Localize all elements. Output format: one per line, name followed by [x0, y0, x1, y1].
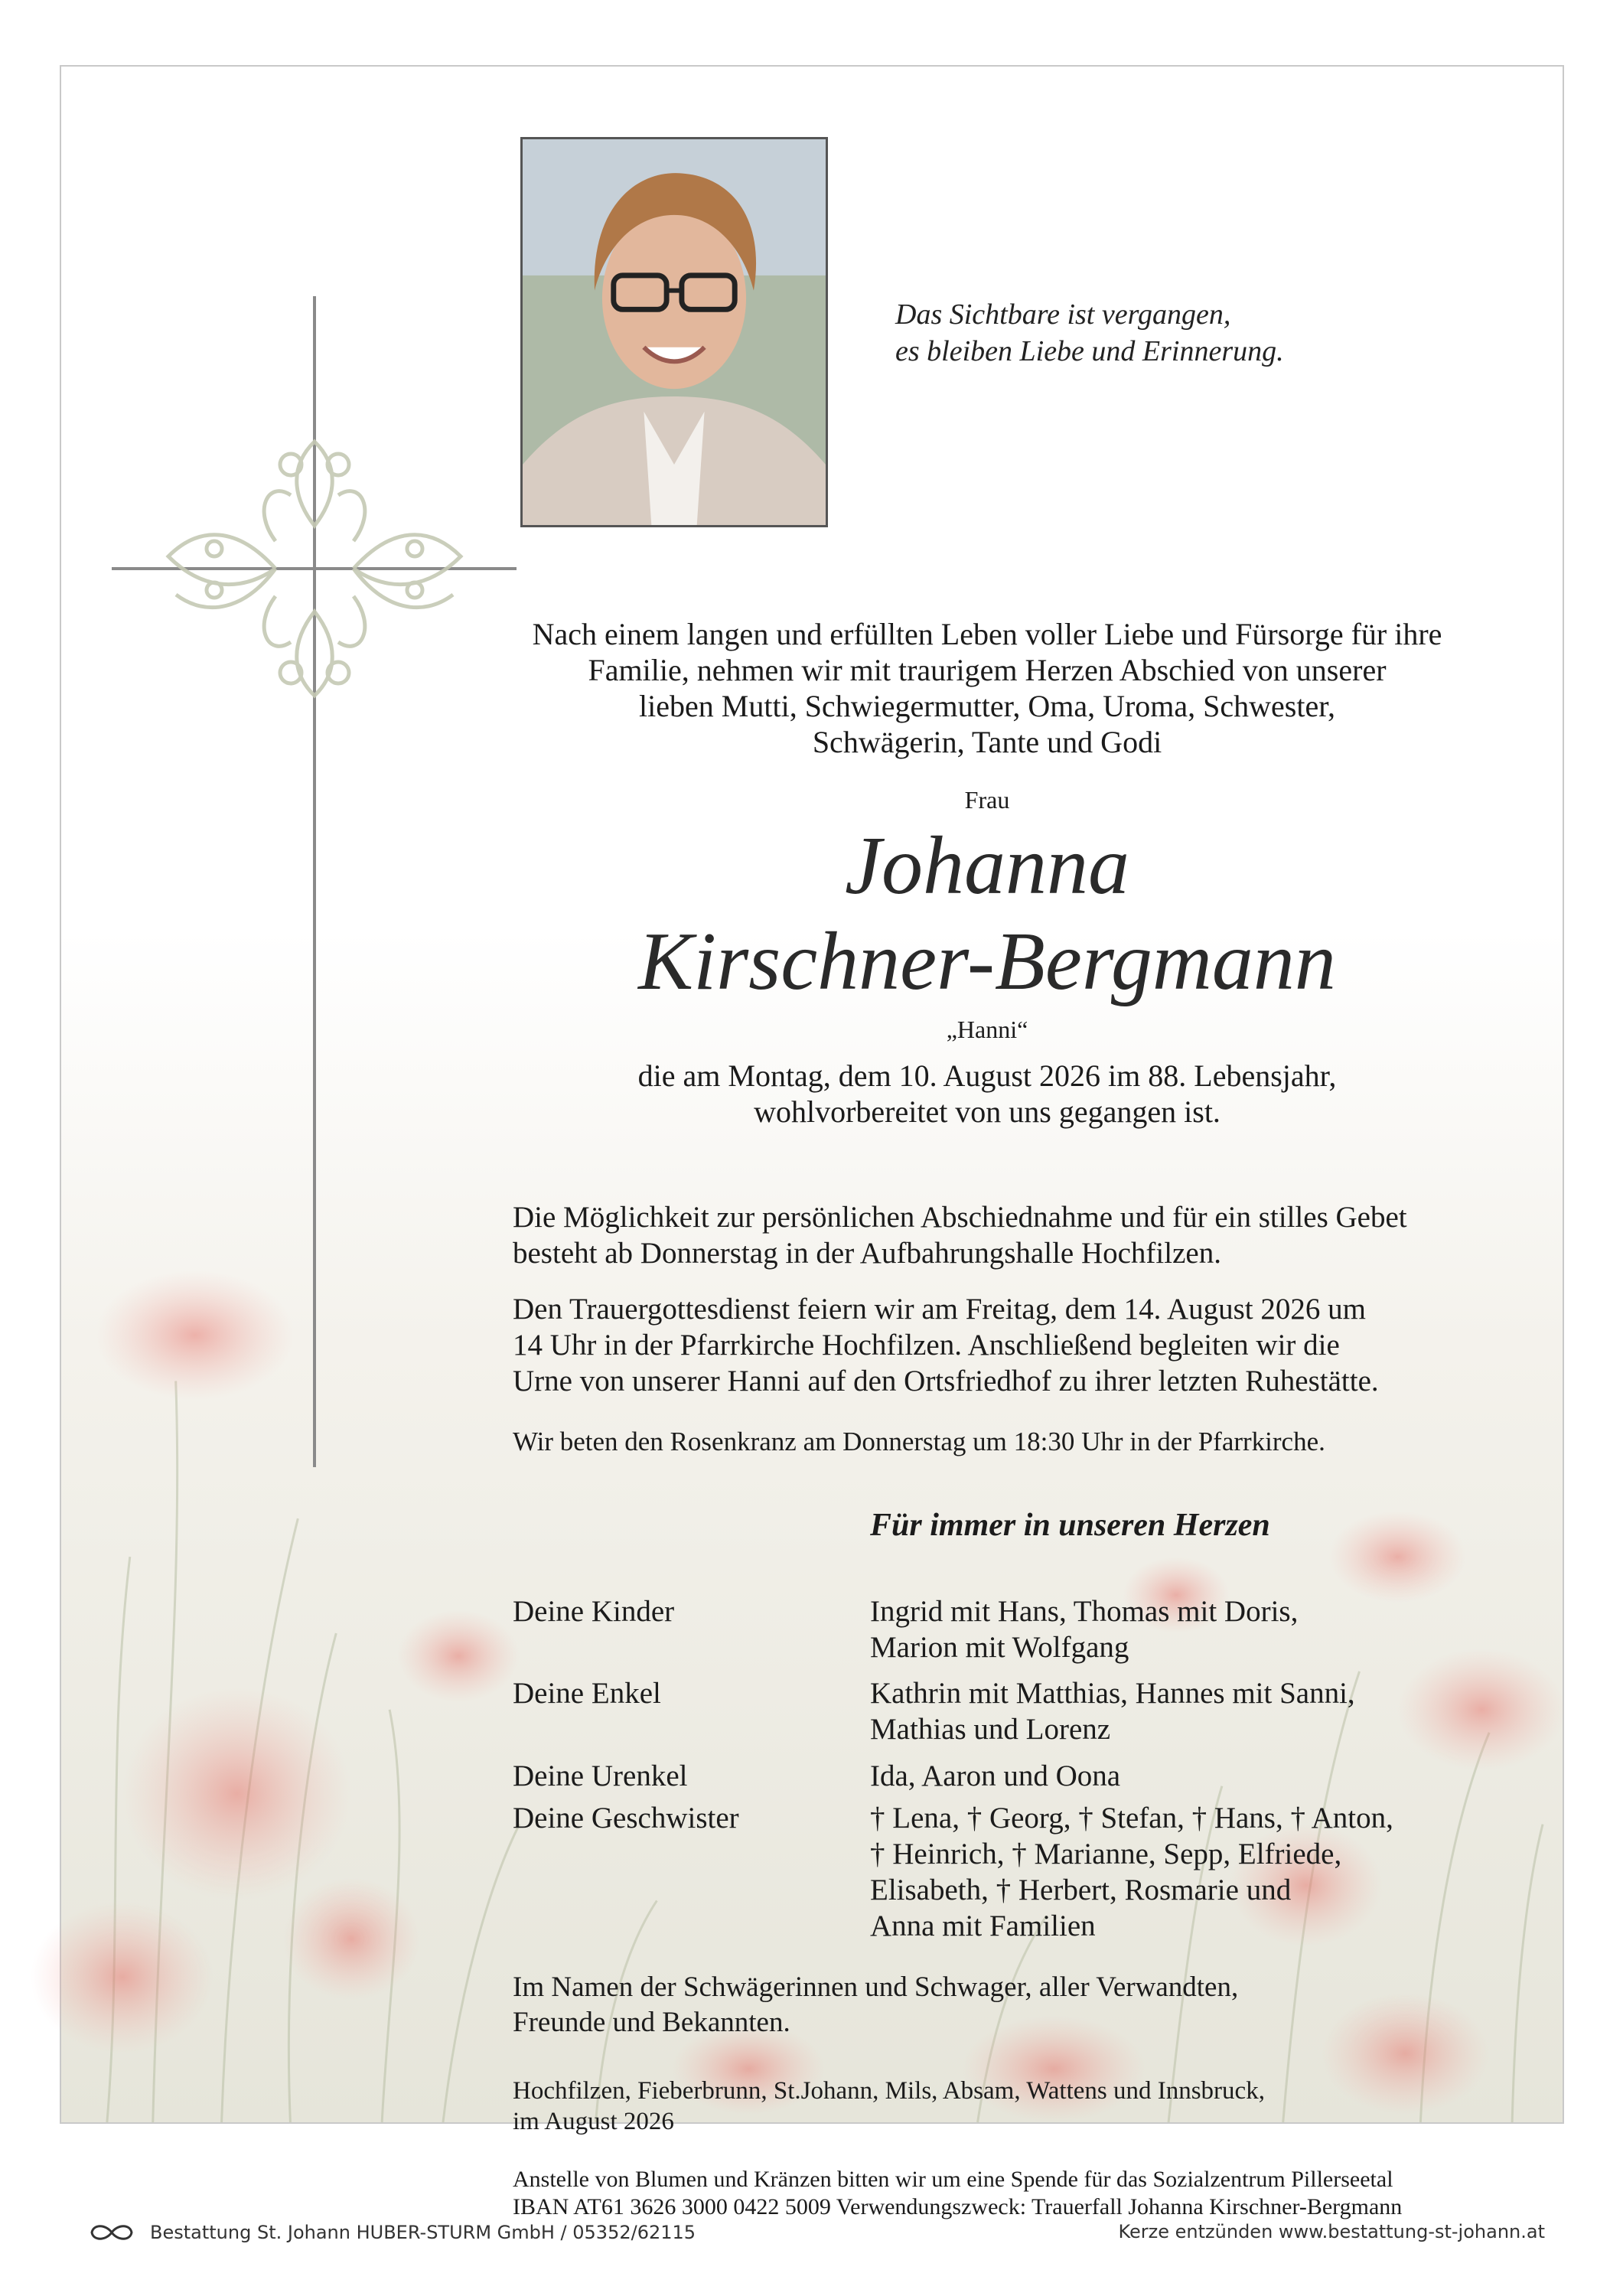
death-line: die am Montag, dem 10. August 2026 im 88. Lebensjahr,	[637, 1058, 1337, 1093]
footer-company	[84, 2221, 696, 2244]
motto-quote	[895, 296, 1507, 370]
portrait-photo	[520, 137, 828, 527]
intro-line: Familie, nehmen wir mit traurigem Herzen Abschied von unserer	[588, 653, 1387, 687]
family-line: Ingrid mit Hans, Thomas mit Doris,	[870, 1595, 1299, 1628]
places-and-date	[513, 2076, 1538, 2137]
rosary-info: Wir beten den Rosenkranz am Donnerstag um 18:30 Uhr in der Pfarrkirche.	[513, 1427, 1325, 1456]
family-label: Deine Urenkel	[513, 1760, 688, 1792]
intro-line: Schwägerin, Tante und Godi	[812, 725, 1162, 759]
family-label: Deine Kinder	[513, 1595, 675, 1628]
salutation: Frau	[964, 786, 1010, 814]
family-line: Anna mit Familien	[870, 1910, 1096, 1942]
last-name: Kirschner-Bergmann	[638, 916, 1336, 1007]
service-info	[513, 1291, 1523, 1399]
family-line: Marion mit Wolfgang	[870, 1631, 1129, 1664]
closing-line: Im Namen der Schwägerinnen und Schwager, aller Verwandten,	[513, 1971, 1239, 2003]
farewell-line: Die Möglichkeit zur persönlichen Abschiednahme und für ein stilles Gebet	[513, 1201, 1407, 1234]
death-notice	[490, 1058, 1484, 1130]
donation-line: Anstelle von Blumen und Kränzen bitten wir um eine Spende für das Sozialzentrum Pillerseetal	[513, 2167, 1393, 2192]
family-members	[870, 1800, 1482, 1944]
nickname: „Hanni“	[946, 1016, 1028, 1043]
donation-line: IBAN AT61 3626 3000 0422 5009 Verwendungszweck: Trauerfall Johanna Kirschner-Bergmann	[513, 2194, 1403, 2219]
farewell-line: besteht ab Donnerstag in der Aufbahrungshalle Hochfilzen.	[513, 1237, 1221, 1270]
family-members	[870, 1593, 1482, 1665]
service-line: Urne von unserer Hanni auf den Ortsfriedhof zu ihrer letzten Ruhestätte.	[513, 1365, 1379, 1397]
family-line: Mathias und Lorenz	[870, 1713, 1111, 1746]
infinity-logo-icon	[84, 2221, 139, 2244]
family-line: † Heinrich, † Marianne, Sepp, Elfriede,	[870, 1838, 1342, 1870]
motto-line: Das Sichtbare ist vergangen,	[895, 298, 1231, 331]
family-line: † Lena, † Georg, † Stefan, † Hans, † Anton,	[870, 1802, 1393, 1835]
service-line: 14 Uhr in der Pfarrkirche Hochfilzen. Anschließend begleiten wir die	[513, 1329, 1340, 1362]
family-line: Ida, Aaron und Oona	[870, 1760, 1121, 1792]
family-line: Kathrin mit Matthias, Hannes mit Sanni,	[870, 1677, 1355, 1710]
family-members	[870, 1675, 1482, 1747]
closing-text	[513, 1970, 1507, 2040]
places-line: Hochfilzen, Fieberbrunn, St.Johann, Mils, Absam, Wattens und Innsbruck,	[513, 2077, 1265, 2105]
places-line: im August 2026	[513, 2108, 674, 2135]
family-line: Elisabeth, † Herbert, Rosmarie und	[870, 1874, 1292, 1906]
closing-line: Freunde und Bekannten.	[513, 2007, 790, 2038]
footer-company-text: Bestattung St. Johann HUBER-STURM GmbH / 05352/62115	[150, 2222, 696, 2243]
family-members	[870, 1758, 1482, 1794]
obituary-card	[60, 65, 1564, 2219]
ornamental-cross-icon	[61, 67, 520, 1597]
family-label: Deine Geschwister	[513, 1802, 739, 1835]
footer-candle-link[interactable]: Kerze entzünden www.bestattung-st-johann.at	[1118, 2221, 1545, 2242]
family-label: Deine Enkel	[513, 1677, 661, 1710]
forever-heading: Für immer in unseren Herzen	[870, 1508, 1270, 1543]
donation-request	[513, 2166, 1538, 2221]
service-line: Den Trauergottesdienst feiern wir am Freitag, dem 14. August 2026 um	[513, 1293, 1366, 1326]
death-line: wohlvorbereitet von uns gegangen ist.	[754, 1094, 1221, 1129]
motto-line: es bleiben Liebe und Erinnerung.	[895, 335, 1284, 367]
first-name: Johanna	[845, 820, 1129, 912]
intro-text	[490, 616, 1484, 760]
intro-line: lieben Mutti, Schwiegermutter, Oma, Uroma, Schwester,	[639, 689, 1335, 723]
intro-line: Nach einem langen und erfüllten Leben voller Liebe und Fürsorge für ihre	[532, 617, 1442, 651]
farewell-info	[513, 1199, 1523, 1271]
